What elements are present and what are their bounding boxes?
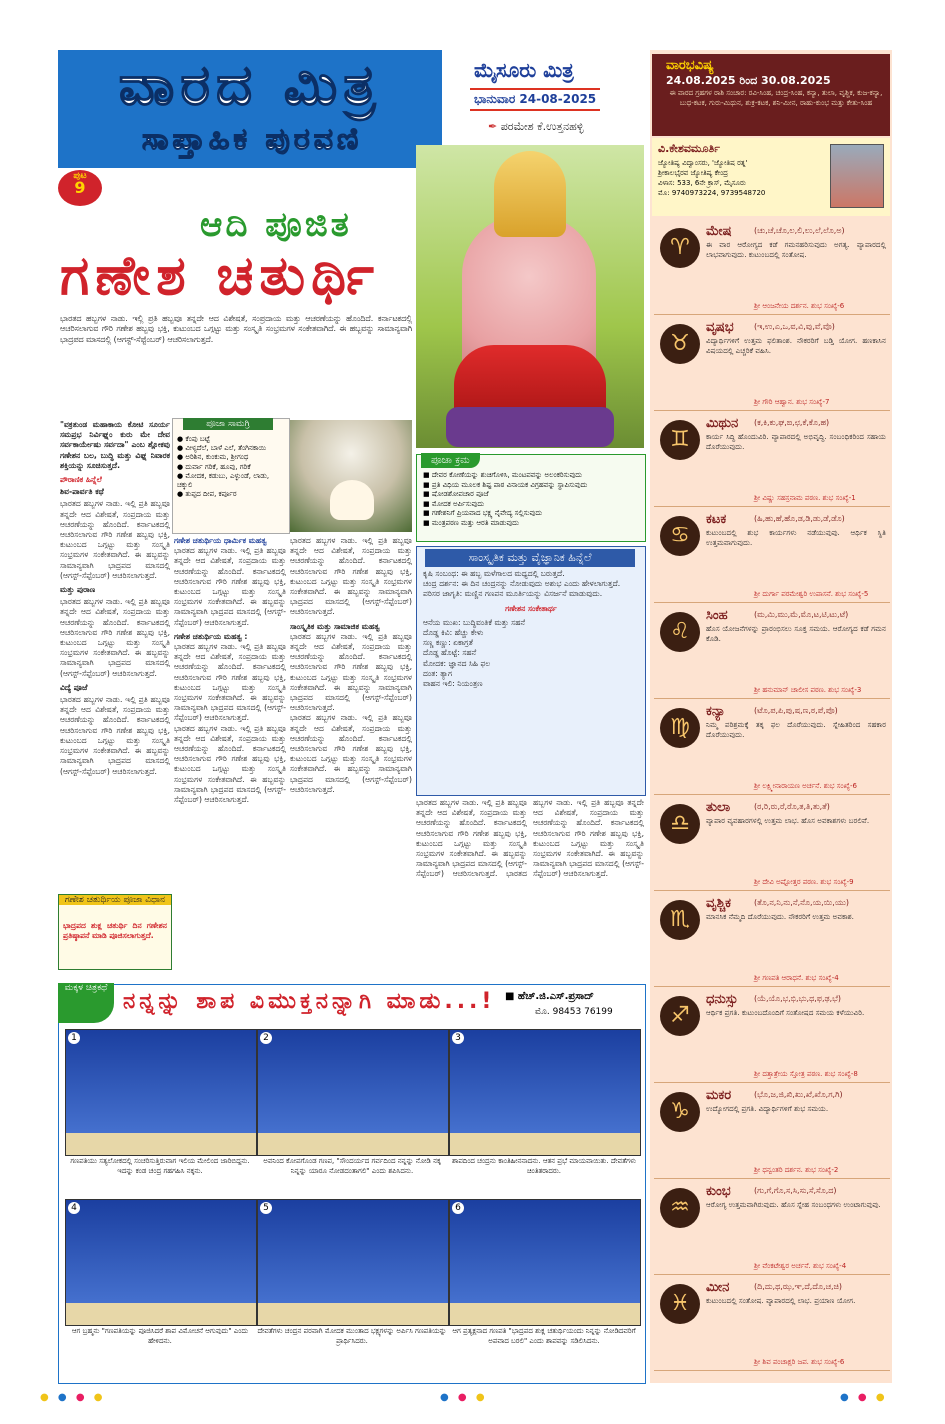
zodiac-letters: (ಚು,ಚೆ,ಚೊ,ಲ,ಲಿ,ಲು,ಲೆ,ಲೊ,ಅ)	[754, 226, 845, 235]
divider	[654, 314, 890, 315]
article-headline: ಗಣೇಶ ಚತುರ್ಥಿ	[60, 244, 380, 307]
zodiac-card	[654, 1084, 890, 1180]
zodiac-remedy: ಶ್ರೀ ಹನುಮಾನ್ ಚಾಲೀಸ ಪಠಣ. ಶುಭ ಸಂಖ್ಯೆ-3	[754, 686, 862, 694]
zodiac-letters: (ಭೊ,ಜ,ಜಿ,ಖಿ,ಖು,ಖೆ,ಖೊ,ಗ,ಗಿ)	[754, 1090, 843, 1099]
modak-plate	[330, 480, 374, 520]
astrologer-card	[652, 138, 890, 216]
registration-marks: ● ● ●	[840, 1392, 888, 1403]
comic-caption: ಅವನಿಂದ ಕೋಪಗೊಂಡ ಗಣಪ, "ಸೌಂದರ್ಯದ ಗರ್ವದಿಂದ ನನ್ನನ್ನು ನೋಡಿ ನಕ್ಕ ನಿನ್ನನ್ನು ಯಾರೂ ನೋಡದಂತಾಗಲಿ" ಎಂದು ಶಪಿಸಿದನು.	[263, 1157, 441, 1175]
science-title: ಸಾಂಸ್ಕೃತಿಕ ಮತ್ತು ವೈಜ್ಞಾನಿಕ ಹಿನ್ನೆಲೆ	[425, 549, 635, 567]
pooja-photo	[290, 420, 412, 532]
zodiac-card	[654, 988, 890, 1084]
comic-strip	[58, 984, 646, 1384]
comic-credit: ■ ಹೆಚ್.ಜಿ.ಎಸ್.ಪ್ರಸಾದ್	[505, 991, 594, 1002]
zodiac-remedy: ಶ್ರೀ ವೆಂಕಟೇಶ್ವರ ಅರ್ಚನೆ. ಶುಭ ಸಂಖ್ಯೆ-4	[754, 1262, 847, 1270]
comic-caption: ಆಗ ಬ್ರಹ್ಮನು "ಗಣಪತಿಯನ್ನು ಪೂಜಿಸಿದರೆ ಶಾಪ ವಿಮೋಚನೆ ಆಗುವುದು" ಎಂದು ಹೇಳಿದನು.	[71, 1327, 249, 1345]
zodiac-prediction: ಕುಟುಂಬದಲ್ಲಿ ಶುಭ ಕಾರ್ಯಗಳು ನಡೆಯುವುವು. ಆರ್ಥಿಕ ಸ್ಥಿತಿ ಉತ್ತಮವಾಗುವುದು.	[706, 528, 886, 547]
comic-panel: 5	[257, 1199, 449, 1326]
divider	[654, 698, 890, 699]
zodiac-name: ಕಟಕ	[706, 512, 727, 527]
article-intro: ಭಾರತದ ಹಬ್ಬಗಳ ನಾಡು. ಇಲ್ಲಿ ಪ್ರತಿ ಹಬ್ಬವೂ ತನ್ನದೇ ಆದ ವಿಶೇಷತೆ, ಸಂಪ್ರದಾಯ ಮತ್ತು ಆಚರಣೆಯನ್ನು ಹೊಂದಿದೆ. ಕರ್ನಾಟಕದಲ್ಲಿ ಆಚರಿಸಲಾಗುವ ಗೌರಿ ಗಣೇಶ ಹಬ್ಬವು ಭಕ್ತಿ, ಕುಟುಂಬದ ಒಗ್ಗಟ್ಟು ಮತ್ತು ಸಂಸ್ಕೃತಿ ಸಂಭ್ರಮಗಳ ಸಂಕೇತವಾಗಿದೆ. ಈ ಹಬ್ಬವನ್ನು ಸಾಮಾನ್ಯವಾಗಿ ಭಾದ್ರಪದ ಮಾಸದಲ್ಲಿ (ಆಗಸ್ಟ್-ಸೆಪ್ಟೆಂಬರ್) ಆಚರಿಸಲಾಗುತ್ತದೆ.	[60, 314, 412, 344]
science-body: ಕೃಷಿ ಸಂಬಂಧ: ಈ ಹಬ್ಬ ಮಳೆಗಾಲದ ಮಧ್ಯದಲ್ಲಿ ಬರುತ್ತದೆ. ಚಂದ್ರ ದರ್ಶನ: ಈ ದಿನ ಚಂದ್ರನನ್ನು ನೋಡುವುದು ಅಶುಭ ಎಂದು ಹೇಳಲಾಗುತ್ತದೆ. ಪರಿಸರ ಜಾಗೃತಿ: ಮಣ್ಣಿನ ಗಣಪನ ಮೂರ್ತಿಯನ್ನು ವಿಸರ್ಜನೆ ಮಾಡುವುದು. ಗಣೇಶನ ಸಂಕೇತಾರ್ಥ ಆನೆಯ ಮುಖ: ಬುದ್ಧಿವಂತಿಕೆ ಮತ್ತು ಸಹನೆ ದೊಡ್ಡ ಕಿವಿ: ಹೆಚ್ಚು ಕೇಳು ಸಣ್ಣ ಕಣ್ಣು: ಏಕಾಗ್ರತೆ ದೊಡ್ಡ ಹೊಟ್ಟೆ: ಸಹನೆ ಮೋದಕ: ಜ್ಞಾನದ ಸಿಹಿ ಫಲ ದಂತ: ತ್ಯಾಗ ವಾಹನ ಇಲಿ: ನಿಯಂತ್ರಣ	[423, 569, 621, 689]
list-item: ● ವೀಳ್ಯದೆಲೆ, ಬಾಳೆ ಎಲೆ, ತೆಂಗಿನಕಾಯಿ	[177, 444, 266, 453]
zodiac-remedy: ಶ್ರೀ ಗಣಪತಿ ಆರಾಧನೆ. ಶುಭ ಸಂಖ್ಯೆ-4	[754, 974, 839, 982]
zodiac-letters: (ಇ,ಉ,ಎ,ಒ,ವ,ವಿ,ವು,ವೆ,ವೊ)	[754, 322, 835, 331]
list-item: ■ ಗಣೇಶನಿಗೆ ಪ್ರಿಯವಾದ ಭಕ್ಷ್ಯ ನೈವೇದ್ಯ ಸಲ್ಲಿಸುವುದು	[423, 509, 543, 518]
horoscope-header	[652, 54, 890, 136]
zodiac-prediction: ಕಾರ್ಯ ಸಿದ್ಧಿ ಹೊಂದುವಿರಿ. ವ್ಯಾಪಾರದಲ್ಲಿ ಅಭಿವೃದ್ಧಿ. ಸಂಬಂಧಿಕರಿಂದ ಸಹಾಯ ದೊರೆಯುವುದು.	[706, 432, 886, 451]
zodiac-letters: (ಮ,ಮಿ,ಮು,ಮೆ,ಮೊ,ಟ,ಟಿ,ಟು,ಟೆ)	[754, 610, 849, 619]
zodiac-remedy: ಶ್ರೀ ದತ್ತಾತ್ರೇಯ ಸ್ತೋತ್ರ ಪಠಣ. ಶುಭ ಸಂಖ್ಯೆ-8	[754, 1070, 858, 1078]
zodiac-card	[654, 316, 890, 412]
zodiac-name: ಮೀನ	[706, 1280, 730, 1295]
zodiac-remedy: ಶ್ರೀ ದುರ್ಗಾ ಪರಮೇಶ್ವರಿ ಉಪಾಸನೆ. ಶುಭ ಸಂಖ್ಯೆ-5	[754, 590, 869, 598]
zodiac-prediction: ಆರೋಗ್ಯ ಉತ್ತಮವಾಗಿರುವುದು. ಹೊಸ ಸ್ನೇಹ ಸಂಬಂಧಗಳು ಉಂಟಾಗುವುವು.	[706, 1200, 881, 1209]
zodiac-name: ಕುಂಭ	[706, 1184, 731, 1199]
zodiac-symbol-icon: ♌	[660, 612, 700, 652]
idol-crown	[494, 151, 566, 237]
zodiac-symbol-icon: ♎	[660, 804, 700, 844]
zodiac-symbol-icon: ♓	[660, 1284, 700, 1324]
comic-phone: ಮೊ. 98453 76199	[535, 1007, 613, 1017]
zodiac-symbol-icon: ♈	[660, 228, 700, 268]
registration-marks: ● ● ● ●	[40, 1392, 106, 1403]
zodiac-name: ಮೇಷ	[706, 224, 732, 239]
masthead-title: ವಾರದ ಮಿತ್ರ	[118, 53, 382, 118]
zodiac-card	[654, 796, 890, 892]
list-item: ■ ಪ್ರತಿ ವಿಧಿಯ ಮೂಲಕ ಶಿಷ್ಟ ಪಾಠ ವಿನಾಯಕ ವಿಗ್ರಹವನ್ನು ಸ್ಥಾಪಿಸುವುದು	[423, 480, 588, 489]
zodiac-letters: (ಹಿ,ಹು,ಹೆ,ಹೊ,ಡ,ಡಿ,ಡು,ಡೆ,ಡೊ)	[754, 514, 845, 523]
list-item: ● ತುಪ್ಪದ ದೀಪ, ಕರ್ಪೂರ	[177, 490, 237, 499]
masthead-subtitle: ಸಾಪ್ತಾಹಿಕ ಪುರವಣಿ	[142, 122, 363, 157]
comic-panel: 2	[257, 1029, 449, 1156]
comic-panel: 4	[65, 1199, 257, 1326]
zodiac-card	[654, 220, 890, 316]
list-item: ■ ಮಂತ್ರಪಠಣ ಮತ್ತು ಆರತಿ ಮಾಡುವುದು	[423, 518, 519, 527]
comic-tag: ಮಕ್ಕಳ ಚಿತ್ರಕಥೆ	[58, 983, 114, 1023]
zodiac-symbol-icon: ♐	[660, 996, 700, 1036]
comic-caption: ದೇವತೆಗಳು ಚಂದ್ರನ ಪರವಾಗಿ ಮೋದಕ ಮುಂತಾದ ಭಕ್ಷ್ಯಗಳನ್ನು ಅರ್ಪಿಸಿ ಗಣಪತಿಯನ್ನು ಪ್ರಾರ್ಥಿಸಿದರು.	[257, 1327, 447, 1345]
zodiac-card	[654, 412, 890, 508]
zodiac-card	[654, 892, 890, 988]
zodiac-name: ಮಕರ	[706, 1088, 732, 1103]
comic-caption: ಗಣಪತಿಯು ಸತ್ಯಲೋಕದಲ್ಲಿ ಸಂಚರಿಸುತ್ತಿರುವಾಗ ಇಲಿಯ ಮೇಲಿಂದ ಜಾರಿಬಿದ್ದನು. ಇದನ್ನು ಕಂಡ ಚಂದ್ರ ಗಹಗಹಿಸಿ ನಕ್ಕನು.	[70, 1157, 250, 1175]
zodiac-symbol-icon: ♏	[660, 900, 700, 940]
zodiac-prediction: ಕುಟುಂಬದಲ್ಲಿ ಸಂತೋಷ. ವ್ಯಾಪಾರದಲ್ಲಿ ಲಾಭ. ಪ್ರಯಾಣ ಯೋಗ.	[706, 1296, 856, 1305]
list-item: ■ ದೇವರ ಕೋಣೆಯನ್ನು ಶುಚಿಗೊಳಿಸಿ, ಮಂಟಪವನ್ನು ಅಲಂಕರಿಸುವುದು	[423, 471, 583, 479]
zodiac-name: ವೃಷಭ	[706, 320, 734, 335]
article-kicker: ಆದಿ ಪೂಜಿತ	[200, 205, 352, 245]
section-heading: ಪೌರಾಣಿಕ ಹಿನ್ನೆಲೆ	[60, 475, 102, 485]
zodiac-letters: (ರ,ರಿ,ರು,ರೆ,ರೊ,ತ,ತಿ,ತು,ತೆ)	[754, 802, 830, 811]
list-item: ■ ಷೋಡಶೋಪಚಾರ ಪೂಜೆ	[423, 490, 489, 499]
zodiac-card	[654, 508, 890, 604]
horoscope-range: 24.08.2025 ರಿಂದ 30.08.2025	[666, 74, 831, 87]
comic-caption: ಆಗ ಪ್ರತ್ಯಕ್ಷನಾದ ಗಣಪತಿ "ಭಾದ್ರಪದ ಶುಕ್ಲ ಚತುರ್ಥಿಯಂದು ನಿನ್ನನ್ನು ನೋಡಿದವರಿಗೆ ಅಪವಾದ ಬರಲಿ" ಎಂದು ಶಾಪವನ್ನು ಸಡಿಲಿಸಿದನು.	[452, 1327, 636, 1345]
zodiac-name: ವೃಶ್ಚಿಕ	[706, 896, 731, 911]
list-item: ● ಕೆಂಪು ಬಟ್ಟೆ	[177, 435, 210, 443]
pooja-krama-box	[416, 454, 646, 542]
newspaper-brand	[444, 54, 644, 142]
divider	[654, 890, 890, 891]
divider	[654, 410, 890, 411]
article-col2: ಗಣೇಶ ಚತುರ್ಥಿಯ ಧಾರ್ಮಿಕ ಮಹತ್ವ ಭಾರತದ ಹಬ್ಬಗಳ ನಾಡು. ಇಲ್ಲಿ ಪ್ರತಿ ಹಬ್ಬವೂ ತನ್ನದೇ ಆದ ವಿಶೇಷತೆ, ಸಂಪ್ರದಾಯ ಮತ್ತು ಆಚರಣೆಯನ್ನು ಹೊಂದಿದೆ. ಕರ್ನಾಟಕದಲ್ಲಿ ಆಚರಿಸಲಾಗುವ ಗೌರಿ ಗಣೇಶ ಹಬ್ಬವು ಭಕ್ತಿ, ಕುಟುಂಬದ ಒಗ್ಗಟ್ಟು ಮತ್ತು ಸಂಸ್ಕೃತಿ ಸಂಭ್ರಮಗಳ ಸಂಕೇತವಾಗಿದೆ. ಈ ಹಬ್ಬವನ್ನು ಸಾಮಾನ್ಯವಾಗಿ ಭಾದ್ರಪದ ಮಾಸದಲ್ಲಿ (ಆಗಸ್ಟ್-ಸೆಪ್ಟೆಂಬರ್) ಆಚರಿಸಲಾಗುತ್ತದೆ. ಗಣೇಶ ಚತುರ್ಥಿಯ ಮಹತ್ವ : ಭಾರತದ ಹಬ್ಬಗಳ ನಾಡು. ಇಲ್ಲಿ ಪ್ರತಿ ಹಬ್ಬವೂ ತನ್ನದೇ ಆದ ವಿಶೇಷತೆ, ಸಂಪ್ರದಾಯ ಮತ್ತು ಆಚರಣೆಯನ್ನು ಹೊಂದಿದೆ. ಕರ್ನಾಟಕದಲ್ಲಿ ಆಚರಿಸಲಾಗುವ ಗೌರಿ ಗಣೇಶ ಹಬ್ಬವು ಭಕ್ತಿ, ಕುಟುಂಬದ ಒಗ್ಗಟ್ಟು ಮತ್ತು ಸಂಸ್ಕೃತಿ ಸಂಭ್ರಮಗಳ ಸಂಕೇತವಾಗಿದೆ. ಈ ಹಬ್ಬವನ್ನು ಸಾಮಾನ್ಯವಾಗಿ ಭಾದ್ರಪದ ಮಾಸದಲ್ಲಿ (ಆಗಸ್ಟ್-ಸೆಪ್ಟೆಂಬರ್) ಆಚರಿಸಲಾಗುತ್ತದೆ. ಭಾರತದ ಹಬ್ಬಗಳ ನಾಡು. ಇಲ್ಲಿ ಪ್ರತಿ ಹಬ್ಬವೂ ತನ್ನದೇ ಆದ ವಿಶೇಷತೆ, ಸಂಪ್ರದಾಯ ಮತ್ತು ಆಚರಣೆಯನ್ನು ಹೊಂದಿದೆ. ಕರ್ನಾಟಕದಲ್ಲಿ ಆಚರಿಸಲಾಗುವ ಗೌರಿ ಗಣೇಶ ಹಬ್ಬವು ಭಕ್ತಿ, ಕುಟುಂಬದ ಒಗ್ಗಟ್ಟು ಮತ್ತು ಸಂಸ್ಕೃತಿ ಸಂಭ್ರಮಗಳ ಸಂಕೇತವಾಗಿದೆ. ಈ ಹಬ್ಬವನ್ನು ಸಾಮಾನ್ಯವಾಗಿ ಭಾದ್ರಪದ ಮಾಸದಲ್ಲಿ (ಆಗಸ್ಟ್-ಸೆಪ್ಟೆಂಬರ್) ಆಚರಿಸಲಾಗುತ್ತದೆ.	[174, 536, 286, 805]
comic-panel: 1	[65, 1029, 257, 1156]
zodiac-symbol-icon: ♒	[660, 1188, 700, 1228]
horoscope-title: ವಾರಭವಿಷ್ಯ	[666, 58, 714, 73]
zodiac-name: ಕನ್ಯಾ	[706, 704, 726, 719]
zodiac-card	[654, 604, 890, 700]
divider	[654, 506, 890, 507]
zodiac-prediction: ಉದ್ಯೋಗದಲ್ಲಿ ಪ್ರಗತಿ. ವಿದ್ಯಾರ್ಥಿಗಳಿಗೆ ಶುಭ ಸಮಯ.	[706, 1104, 829, 1113]
zodiac-symbol-icon: ♋	[660, 516, 700, 556]
zodiac-prediction: ಮಾನಸಿಕ ನೆಮ್ಮದಿ ದೊರೆಯುವುದು. ನೌಕರರಿಗೆ ಉತ್ತಮ ಅವಕಾಶ.	[706, 912, 854, 921]
brand-name: ಮೈಸೂರು ಮಿತ್ರ	[474, 58, 574, 82]
comic-panel: 6	[449, 1199, 641, 1326]
zodiac-symbol-icon: ♊	[660, 420, 700, 460]
science-box	[416, 546, 646, 796]
zodiac-remedy: ಶ್ರೀ ಶಿವ ಪಂಚಾಕ್ಷರಿ ಜಪ. ಶುಭ ಸಂಖ್ಯೆ-6	[754, 1358, 845, 1366]
zodiac-letters: (ಟೊ,ಪ,ಪಿ,ಪು,ಷ,ಣ,ಠ,ಪೆ,ಪೊ)	[754, 706, 838, 715]
zodiac-letters: (ತೊ,ನ,ನಿ,ನು,ನೆ,ನೊ,ಯ,ಯಿ,ಯು)	[754, 898, 850, 907]
pooja-krama-list	[423, 471, 641, 529]
divider	[654, 1082, 890, 1083]
zodiac-prediction: ವ್ಯಾಪಾರ ವ್ಯವಹಾರಗಳಲ್ಲಿ ಉತ್ತಮ ಲಾಭ. ಹೊಸ ಅವಕಾಶಗಳು ಬರಲಿವೆ.	[706, 816, 870, 825]
zodiac-name: ಮಿಥುನ	[706, 416, 739, 431]
pooja-samagri-box	[172, 418, 290, 534]
zodiac-name: ಧನುಸ್ಸು	[706, 992, 739, 1007]
zodiac-remedy: ಶ್ರೀ ಆಂಜನೇಯ ದರ್ಶನ. ಶುಭ ಸಂಖ್ಯೆ-6	[754, 302, 845, 310]
zodiac-symbol-icon: ♑	[660, 1092, 700, 1132]
zodiac-name: ಸಿಂಹ	[706, 608, 728, 623]
astrologer-photo	[830, 144, 884, 208]
zodiac-letters: (ಗು,ಗೆ,ಗೊ,ಸ,ಸಿ,ಸು,ಸೆ,ಸೊ,ದ)	[754, 1186, 837, 1195]
article-col1: "ವಕ್ರತುಂಡ ಮಹಾಕಾಯ ಕೋಟಿ ಸೂರ್ಯ ಸಮಪ್ರಭ ನಿರ್ವಿಘ್ನಂ ಕುರು ಮೇ ದೇವ ಸರ್ವಕಾರ್ಯೇಷು ಸರ್ವದಾ" ಎಂಬ ಶ್ಲೋಕವು ಗಣೇಶನ ಬಲ, ಬುದ್ಧಿ ಮತ್ತು ವಿಘ್ನ ನಿವಾರಕ ಶಕ್ತಿಯನ್ನು ಸೂಚಿಸುತ್ತದೆ. ಪೌರಾಣಿಕ ಹಿನ್ನೆಲೆ ಶಿವ-ಪಾರ್ವತಿ ಕಥೆ ಭಾರತದ ಹಬ್ಬಗಳ ನಾಡು. ಇಲ್ಲಿ ಪ್ರತಿ ಹಬ್ಬವೂ ತನ್ನದೇ ಆದ ವಿಶೇಷತೆ, ಸಂಪ್ರದಾಯ ಮತ್ತು ಆಚರಣೆಯನ್ನು ಹೊಂದಿದೆ. ಕರ್ನಾಟಕದಲ್ಲಿ ಆಚರಿಸಲಾಗುವ ಗೌರಿ ಗಣೇಶ ಹಬ್ಬವು ಭಕ್ತಿ, ಕುಟುಂಬದ ಒಗ್ಗಟ್ಟು ಮತ್ತು ಸಂಸ್ಕೃತಿ ಸಂಭ್ರಮಗಳ ಸಂಕೇತವಾಗಿದೆ. ಈ ಹಬ್ಬವನ್ನು ಸಾಮಾನ್ಯವಾಗಿ ಭಾದ್ರಪದ ಮಾಸದಲ್ಲಿ (ಆಗಸ್ಟ್-ಸೆಪ್ಟೆಂಬರ್) ಆಚರಿಸಲಾಗುತ್ತದೆ. ಮತ್ತು ಪುರಾಣ ಭಾರತದ ಹಬ್ಬಗಳ ನಾಡು. ಇಲ್ಲಿ ಪ್ರತಿ ಹಬ್ಬವೂ ತನ್ನದೇ ಆದ ವಿಶೇಷತೆ, ಸಂಪ್ರದಾಯ ಮತ್ತು ಆಚರಣೆಯನ್ನು ಹೊಂದಿದೆ. ಕರ್ನಾಟಕದಲ್ಲಿ ಆಚರಿಸಲಾಗುವ ಗೌರಿ ಗಣೇಶ ಹಬ್ಬವು ಭಕ್ತಿ, ಕುಟುಂಬದ ಒಗ್ಗಟ್ಟು ಮತ್ತು ಸಂಸ್ಕೃತಿ ಸಂಭ್ರಮಗಳ ಸಂಕೇತವಾಗಿದೆ. ಈ ಹಬ್ಬವನ್ನು ಸಾಮಾನ್ಯವಾಗಿ ಭಾದ್ರಪದ ಮಾಸದಲ್ಲಿ (ಆಗಸ್ಟ್-ಸೆಪ್ಟೆಂಬರ್) ಆಚರಿಸಲಾಗುತ್ತದೆ. ವಿದ್ಯೆ ಪೂಜೆ ಭಾರತದ ಹಬ್ಬಗಳ ನಾಡು. ಇಲ್ಲಿ ಪ್ರತಿ ಹಬ್ಬವೂ ತನ್ನದೇ ಆದ ವಿಶೇಷತೆ, ಸಂಪ್ರದಾಯ ಮತ್ತು ಆಚರಣೆಯನ್ನು ಹೊಂದಿದೆ. ಕರ್ನಾಟಕದಲ್ಲಿ ಆಚರಿಸಲಾಗುವ ಗೌರಿ ಗಣೇಶ ಹಬ್ಬವು ಭಕ್ತಿ, ಕುಟುಂಬದ ಒಗ್ಗಟ್ಟು ಮತ್ತು ಸಂಸ್ಕೃತಿ ಸಂಭ್ರಮಗಳ ಸಂಕೇತವಾಗಿದೆ. ಈ ಹಬ್ಬವನ್ನು ಸಾಮಾನ್ಯವಾಗಿ ಭಾದ್ರಪದ ಮಾಸದಲ್ಲಿ (ಆಗಸ್ಟ್-ಸೆಪ್ಟೆಂಬರ್) ಆಚರಿಸಲಾಗುತ್ತದೆ.	[60, 420, 170, 776]
zodiac-remedy: ಶ್ರೀ ವಿಷ್ಣು ಸಹಸ್ರನಾಮ ಪಠಣ. ಶುಭ ಸಂಖ್ಯೆ-1	[754, 494, 856, 502]
list-item: ● ಅರಿಶಿನ, ಕುಂಕುಮ, ಶ್ರೀಗಂಧ	[177, 453, 249, 462]
zodiac-symbol-icon: ♉	[660, 324, 700, 364]
zodiac-prediction: ನಿಮ್ಮ ಪರಿಶ್ರಮಕ್ಕೆ ತಕ್ಕ ಫಲ ದೊರೆಯುವುದು. ಸ್ನೇಹಿತರಿಂದ ಸಹಕಾರ ದೊರೆಯುವುದು.	[706, 720, 886, 739]
astrologer-name: ವಿ.ಕೇಶವಮೂರ್ತಿ	[658, 142, 720, 155]
zodiac-remedy: ಶ್ರೀ ದೇವಿ ಅಷ್ಟೋತ್ತರ ಪಠಣ. ಶುಭ ಸಂಖ್ಯೆ-9	[754, 878, 854, 886]
zodiac-card	[654, 700, 890, 796]
zodiac-remedy: ಶ್ರೀ ಧನ್ವಂತರಿ ದರ್ಶನ. ಶುಭ ಸಂಖ್ಯೆ-2	[754, 1166, 839, 1174]
pooja-krama-title: ಪೂಜಾ ಕ್ರಮ	[421, 453, 480, 468]
zodiac-letters: (ದಿ,ದು,ಥ,ಝ,ಞ,ದೆ,ದೊ,ಚ,ಚಿ)	[754, 1282, 842, 1291]
divider	[654, 1178, 890, 1179]
zodiac-letters: (ಕ,ಕಿ,ಕು,ಘ,ಙ,ಛ,ಕೆ,ಕೊ,ಹ)	[754, 418, 830, 427]
comic-title: ನನ್ನನ್ನು ಶಾಪ ವಿಮುಕ್ತನನ್ನಾಗಿ ಮಾಡು...!	[123, 989, 496, 1014]
zodiac-prediction: ವಿದ್ಯಾರ್ಥಿಗಳಿಗೆ ಉತ್ತಮ ಫಲಿತಾಂಶ. ನೌಕರರಿಗೆ ಬಡ್ತಿ ಯೋಗ. ಹಣಕಾಸಿನ ವಿಷಯದಲ್ಲಿ ಎಚ್ಚರಿಕೆ ವಹಿಸಿ.	[706, 336, 886, 355]
zodiac-remedy: ಶ್ರೀ ಗೌರಿ ಆಹ್ವಾನ. ಶುಭ ಸಂಖ್ಯೆ-7	[754, 398, 830, 406]
list-item: ● ದುರ್ವಾ ಗರಿಕೆ, ಹೂವು, ಗರಿಕೆ	[177, 462, 251, 471]
horoscope-planets: ಈ ವಾರದ ಗ್ರಹಗಳ ರಾಶಿ ಸಂಚಾರ: ರವಿ-ಸಿಂಹ, ಚಂದ್ರ-ಸಿಂಹ, ಕನ್ಯಾ, ತುಲಾ, ವೃಶ್ಚಿಕ, ಕುಜ-ಕನ್ಯಾ, ಬುಧ-ಕಟಕ, ಗುರು-ಮಿಥುನ, ಶುಕ್ರ-ಕಟಕ, ಶನಿ-ಮೀನ, ರಾಹು-ಕುಂಭ ಮತ್ತು ಕೇತು-ಸಿಂಹ	[669, 89, 883, 107]
zodiac-card	[654, 1276, 890, 1372]
zodiac-name: ತುಲಾ	[706, 800, 731, 815]
astrologer-details: ಜ್ಯೋತಿಷ್ಯ ವಿದ್ವಾಂಸರು, 'ಜ್ಯೋತಿಷ ರತ್ನ' ಶ್ರೀಕಾಲಭೈರವ ಜ್ಯೋತಿಷ್ಯ ಕೇಂದ್ರ ವಿಳಾಸ: 533, 6ನೇ ಕ್ರಾಸ್, ಮೈಸೂರು ಮೊ: 9740973224, 9739548720	[658, 159, 766, 197]
samagri-list	[177, 435, 285, 499]
divider	[654, 1370, 890, 1371]
masthead	[58, 50, 442, 168]
pen-icon: ✒	[488, 120, 498, 133]
ritual-box	[58, 894, 172, 970]
comic-panel: 3	[449, 1029, 641, 1156]
zodiac-prediction: ಈ ವಾರ ಆರೋಗ್ಯದ ಕಡೆ ಗಮನಹರಿಸುವುದು ಅಗತ್ಯ. ವ್ಯಾಪಾರದಲ್ಲಿ ಲಾಭವಾಗುವುದು. ಕುಟುಂಬದಲ್ಲಿ ಸಂತೋಷ.	[706, 240, 886, 259]
page-number-badge: ಪುಟ 9	[58, 170, 102, 206]
list-item: ● ಮೋದಕ, ಕಡುಬು, ಎಳ್ಳುಂಡೆ, ಲಾಡು, ಚಕ್ಕುಲಿ	[177, 471, 270, 490]
ritual-text: ಭಾದ್ರಪದ ಶುಕ್ಲ ಚತುರ್ಥಿ ದಿನ ಗಣೇಶನ ಪ್ರತಿಷ್ಠಾಪನೆ ಮಾಡಿ ಪೂಜಿಸಲಾಗುತ್ತದೆ.	[63, 921, 167, 941]
list-item: ■ ಮೋದಕ ಅರ್ಪಿಸುವುದು	[423, 499, 485, 508]
zodiac-letters: (ಯೆ,ಯೊ,ಭ,ಭಿ,ಭು,ಧ,ಫ,ಢ,ಭೆ)	[754, 994, 842, 1003]
divider	[654, 1274, 890, 1275]
idol-base	[446, 407, 614, 447]
divider	[654, 986, 890, 987]
divider	[654, 602, 890, 603]
article-col4: ಭಾರತದ ಹಬ್ಬಗಳ ನಾಡು. ಇಲ್ಲಿ ಪ್ರತಿ ಹಬ್ಬವೂ ತನ್ನದೇ ಆದ ವಿಶೇಷತೆ, ಸಂಪ್ರದಾಯ ಮತ್ತು ಆಚರಣೆಯನ್ನು ಹೊಂದಿದೆ. ಕರ್ನಾಟಕದಲ್ಲಿ ಆಚರಿಸಲಾಗುವ ಗೌರಿ ಗಣೇಶ ಹಬ್ಬವು ಭಕ್ತಿ, ಕುಟುಂಬದ ಒಗ್ಗಟ್ಟು ಮತ್ತು ಸಂಸ್ಕೃತಿ ಸಂಭ್ರಮಗಳ ಸಂಕೇತವಾಗಿದೆ. ಈ ಹಬ್ಬವನ್ನು ಸಾಮಾನ್ಯವಾಗಿ ಭಾದ್ರಪದ ಮಾಸದಲ್ಲಿ (ಆಗಸ್ಟ್-ಸೆಪ್ಟೆಂಬರ್) ಆಚರಿಸಲಾಗುತ್ತದೆ. ಭಾರತದ ಹಬ್ಬಗಳ ನಾಡು. ಇಲ್ಲಿ ಪ್ರತಿ ಹಬ್ಬವೂ ತನ್ನದೇ ಆದ ವಿಶೇಷತೆ, ಸಂಪ್ರದಾಯ ಮತ್ತು ಆಚರಣೆಯನ್ನು ಹೊಂದಿದೆ. ಕರ್ನಾಟಕದಲ್ಲಿ ಆಚರಿಸಲಾಗುವ ಗೌರಿ ಗಣೇಶ ಹಬ್ಬವು ಭಕ್ತಿ, ಕುಟುಂಬದ ಒಗ್ಗಟ್ಟು ಮತ್ತು ಸಂಸ್ಕೃತಿ ಸಂಭ್ರಮಗಳ ಸಂಕೇತವಾಗಿದೆ. ಈ ಹಬ್ಬವನ್ನು ಸಾಮಾನ್ಯವಾಗಿ ಭಾದ್ರಪದ ಮಾಸದಲ್ಲಿ (ಆಗಸ್ಟ್-ಸೆಪ್ಟೆಂಬರ್) ಆಚರಿಸಲಾಗುತ್ತದೆ.	[416, 798, 644, 879]
article-col3: ಭಾರತದ ಹಬ್ಬಗಳ ನಾಡು. ಇಲ್ಲಿ ಪ್ರತಿ ಹಬ್ಬವೂ ತನ್ನದೇ ಆದ ವಿಶೇಷತೆ, ಸಂಪ್ರದಾಯ ಮತ್ತು ಆಚರಣೆಯನ್ನು ಹೊಂದಿದೆ. ಕರ್ನಾಟಕದಲ್ಲಿ ಆಚರಿಸಲಾಗುವ ಗೌರಿ ಗಣೇಶ ಹಬ್ಬವು ಭಕ್ತಿ, ಕುಟುಂಬದ ಒಗ್ಗಟ್ಟು ಮತ್ತು ಸಂಸ್ಕೃತಿ ಸಂಭ್ರಮಗಳ ಸಂಕೇತವಾಗಿದೆ. ಈ ಹಬ್ಬವನ್ನು ಸಾಮಾನ್ಯವಾಗಿ ಭಾದ್ರಪದ ಮಾಸದಲ್ಲಿ (ಆಗಸ್ಟ್-ಸೆಪ್ಟೆಂಬರ್) ಆಚರಿಸಲಾಗುತ್ತದೆ. ಸಾಂಸ್ಕೃತಿಕ ಮತ್ತು ಸಾಮಾಜಿಕ ಮಹತ್ವ ಭಾರತದ ಹಬ್ಬಗಳ ನಾಡು. ಇಲ್ಲಿ ಪ್ರತಿ ಹಬ್ಬವೂ ತನ್ನದೇ ಆದ ವಿಶೇಷತೆ, ಸಂಪ್ರದಾಯ ಮತ್ತು ಆಚರಣೆಯನ್ನು ಹೊಂದಿದೆ. ಕರ್ನಾಟಕದಲ್ಲಿ ಆಚರಿಸಲಾಗುವ ಗೌರಿ ಗಣೇಶ ಹಬ್ಬವು ಭಕ್ತಿ, ಕುಟುಂಬದ ಒಗ್ಗಟ್ಟು ಮತ್ತು ಸಂಸ್ಕೃತಿ ಸಂಭ್ರಮಗಳ ಸಂಕೇತವಾಗಿದೆ. ಈ ಹಬ್ಬವನ್ನು ಸಾಮಾನ್ಯವಾಗಿ ಭಾದ್ರಪದ ಮಾಸದಲ್ಲಿ (ಆಗಸ್ಟ್-ಸೆಪ್ಟೆಂಬರ್) ಆಚರಿಸಲಾಗುತ್ತದೆ. ಭಾರತದ ಹಬ್ಬಗಳ ನಾಡು. ಇಲ್ಲಿ ಪ್ರತಿ ಹಬ್ಬವೂ ತನ್ನದೇ ಆದ ವಿಶೇಷತೆ, ಸಂಪ್ರದಾಯ ಮತ್ತು ಆಚರಣೆಯನ್ನು ಹೊಂದಿದೆ. ಕರ್ನಾಟಕದಲ್ಲಿ ಆಚರಿಸಲಾಗುವ ಗೌರಿ ಗಣೇಶ ಹಬ್ಬವು ಭಕ್ತಿ, ಕುಟುಂಬದ ಒಗ್ಗಟ್ಟು ಮತ್ತು ಸಂಸ್ಕೃತಿ ಸಂಭ್ರಮಗಳ ಸಂಕೇತವಾಗಿದೆ. ಈ ಹಬ್ಬವನ್ನು ಸಾಮಾನ್ಯವಾಗಿ ಭಾದ್ರಪದ ಮಾಸದಲ್ಲಿ (ಆಗಸ್ಟ್-ಸೆಪ್ಟೆಂಬರ್) ಆಚರಿಸಲಾಗುತ್ತದೆ.	[290, 536, 412, 794]
zodiac-symbol-icon: ♍	[660, 708, 700, 748]
zodiac-card	[654, 1180, 890, 1276]
registration-marks: ● ● ●	[440, 1392, 488, 1403]
zodiac-remedy: ಶ್ರೀ ಲಕ್ಷ್ಮೀನಾರಾಯಣ ಅರ್ಚನೆ. ಶುಭ ಸಂಖ್ಯೆ-6	[754, 782, 857, 790]
zodiac-prediction: ಆರ್ಥಿಕ ಪ್ರಗತಿ. ಕುಟುಂಬದೊಂದಿಗೆ ಸಂತೋಷದ ಸಮಯ ಕಳೆಯುವಿರಿ.	[706, 1008, 865, 1017]
ganesha-idol-image	[416, 145, 644, 448]
zodiac-prediction: ಹೊಸ ಯೋಜನೆಗಳನ್ನು ಪ್ರಾರಂಭಿಸಲು ಸೂಕ್ತ ಸಮಯ. ಆರೋಗ್ಯದ ಕಡೆ ಗಮನ ಕೊಡಿ.	[706, 624, 886, 643]
samagri-title: ಪೂಜಾ ಸಾಮಗ್ರಿ	[183, 418, 273, 430]
comic-caption: ಶಾಪದಿಂದ ಚಂದ್ರನು ಕಾಂತಿಹೀನನಾದನು. ಆತನ ಪ್ರಭೆ ಮಾಯವಾಯಿತು. ದೇವತೆಗಳು ಚಿಂತಿತರಾದರು.	[452, 1157, 636, 1175]
ritual-title: ಗಣೇಶ ಚತುರ್ಥಿಯ ಪೂಜಾ ವಿಧಾನ	[59, 895, 171, 905]
divider	[654, 794, 890, 795]
author-name: ✒ ಪರಮೇಶ ಕೆ.ಉತ್ತನಹಳ್ಳಿ	[488, 120, 584, 133]
issue-date: ಭಾನುವಾರ 24-08-2025	[470, 88, 600, 111]
